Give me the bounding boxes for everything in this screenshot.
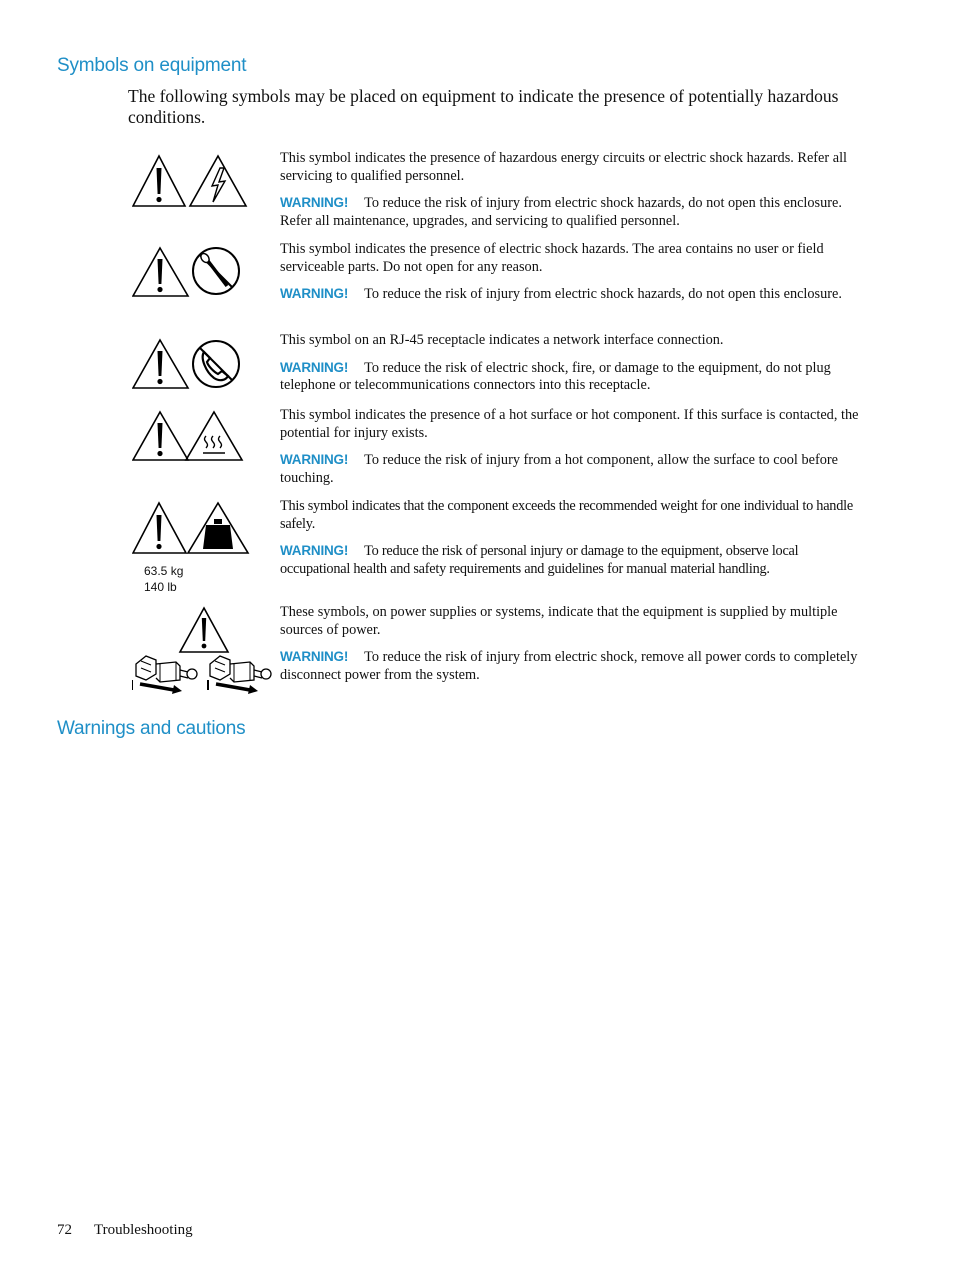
warning-label: WARNING!	[280, 286, 349, 301]
power-cord-icon	[208, 656, 271, 694]
symbol-description: These symbols, on power supplies or systems, indicate that the equipment is supplied by multiple sources of power.	[280, 604, 838, 638]
exclamation-triangle-icon	[133, 412, 188, 460]
warning-paragraph	[280, 194, 868, 230]
electric-shock-warning-icons	[132, 154, 250, 208]
footer-section-title: Troubleshooting	[94, 1222, 193, 1238]
symbol-text-hot-surface	[280, 407, 868, 487]
exclamation-triangle-icon	[133, 503, 186, 553]
heavy-weight-icons	[132, 501, 250, 555]
symbol-description: This symbol indicates the presence of a hot surface or hot component. If this surface is contacted, the potential for injury exists.	[280, 407, 859, 441]
weight-kg: 63.5 kg	[144, 564, 184, 578]
symbol-text-heavy-weight	[280, 498, 868, 578]
weight-lb: 140 lb	[144, 580, 177, 594]
symbol-text-no-serviceable-parts	[280, 241, 868, 304]
warning-text: To reduce the risk of electric shock, fire, or damage to the equipment, do not plug telephone or telecommunications connectors into this receptacle.	[280, 359, 831, 393]
symbol-description: This symbol on an RJ-45 receptacle indicates a network interface connection.	[280, 332, 724, 348]
symbol-description: This symbol indicates that the component exceeds the recommended weight for one individual to handle safely.	[280, 498, 853, 532]
exclamation-triangle-icon	[133, 156, 185, 206]
warning-label: WARNING!	[280, 359, 349, 375]
warning-label: WARNING!	[280, 452, 349, 467]
warning-paragraph	[280, 542, 868, 578]
no-user-serviceable-parts-icons	[132, 246, 244, 298]
exclamation-triangle-icon	[133, 248, 188, 296]
warning-paragraph	[280, 648, 868, 684]
exclamation-triangle-icon	[180, 608, 228, 652]
section-heading-warnings: Warnings and cautions	[57, 718, 246, 739]
section-heading-symbols: Symbols on equipment	[57, 55, 247, 76]
exclamation-triangle-icon	[133, 340, 188, 388]
multiple-power-sources-icons	[132, 606, 284, 696]
warning-paragraph	[280, 285, 868, 304]
warning-paragraph	[280, 451, 868, 487]
warning-label: WARNING!	[280, 649, 349, 664]
symbol-text-multiple-power	[280, 604, 868, 684]
symbol-description: This symbol indicates the presence of hazardous energy circuits or electric shock hazards. Refer all servicing to qualified personnel.	[280, 150, 848, 184]
hot-surface-icons	[132, 410, 244, 462]
weight-caption	[144, 563, 183, 595]
no-telephone-icon	[193, 341, 239, 387]
intro-paragraph: The following symbols may be placed on equipment to indicate the presence of potentially hazardous conditions.	[128, 86, 839, 127]
symbol-description: This symbol indicates the presence of electric shock hazards. The area contains no user or field serviceable parts. Do not open for any reason.	[280, 241, 824, 275]
lightning-bolt-icon	[190, 156, 246, 206]
page-number: 72	[57, 1222, 72, 1238]
warning-text: To reduce the risk of injury from electric shock hazards, do not open this enclosure. Refer all maintenance, upgrades, and servicing to qualified personnel.	[280, 195, 842, 229]
no-screwdriver-icon	[193, 248, 239, 294]
power-cord-icon	[132, 656, 197, 694]
symbol-text-network-interface	[280, 332, 868, 395]
hot-surface-icon	[186, 412, 242, 460]
warning-text: To reduce the risk of personal injury or damage to the equipment, observe local occupational health and safety requirements and guidelines for manual material handling.	[280, 543, 799, 577]
warning-text: To reduce the risk of injury from electric shock hazards, do not open this enclosure.	[364, 286, 842, 302]
page-footer	[57, 1222, 215, 1239]
warning-label: WARNING!	[280, 543, 349, 558]
warning-text: To reduce the risk of injury from electric shock, remove all power cords to completely disconnect power from the system.	[280, 649, 858, 683]
warning-paragraph	[280, 359, 868, 395]
warning-text: To reduce the risk of injury from a hot component, allow the surface to cool before touching.	[280, 452, 838, 486]
no-telephone-connection-icons	[132, 338, 244, 390]
symbol-text-electric-shock	[280, 150, 868, 230]
warning-label: WARNING!	[280, 195, 349, 210]
heavy-weight-icon	[188, 503, 248, 553]
